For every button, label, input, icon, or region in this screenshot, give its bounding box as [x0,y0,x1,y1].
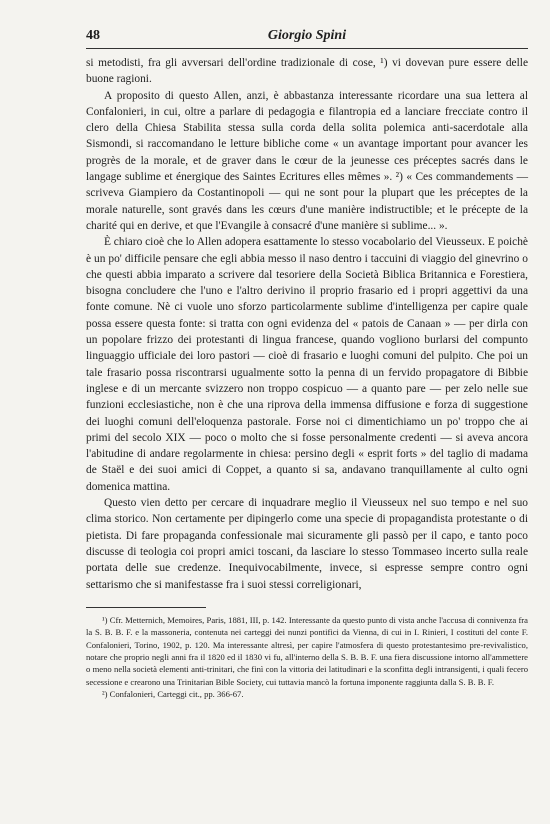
footnote: ¹) Cfr. Metternich, Memoires, Paris, 1881, III, p. 142. Interessante da questo punto di vista anche l'accusa di connivenza fra la S. B. B. F. e la massoneria, contenuta nei carteggi dei nunzi pontifici da Vienna, di cui in I. Rinieri, I costituti del conte F. Confalonieri, Torino, 1902, p. 120. Ma interessante altresì, per capire l'atmosfera di questo protestantesimo pre-revivalistico, notare che proprio negli anni fra il 1820 ed il 1830 vi fu, all'interno della S. B. B. F. una fiera discussione intorno all'ammettere o meno nella società elementi anti-trinitari, che finì con la vittoria dei latitudinari e la sconfitta degli intransigenti, i quali fecero secessione e crearono una Trinitarian Bible Society, cui tuttavia mancò la fortuna imponente raggiunta dalla S. B. B. F. [86,614,528,687]
paragraph: si metodisti, fra gli avversari dell'ordine tradizionale di cose, ¹) vi dovevan pure essere delle buone ragioni. [86,57,528,86]
page-number: 48 [86,28,100,43]
footnotes [86,614,528,701]
paragraph: Questo vien detto per cercare di inquadrare meglio il Vieusseux nel suo tempo e nel suo clima storico. Non certamente per dipingerlo come una specie di propagandista protestante o di pietista. Di fare propaganda confessionale mai sicuramente gli passò per il capo, e tanto poco discusse di teologia coi propri amici toscani, da lasciare lo stesso Tommaseo incerto sulla reale portata delle sue credenze. Inequivocabilmente, invece, si espresse sempre contro ogni settarismo che si manifestasse fra i suoi stessi correligionari, [86,497,528,591]
footnote-rule [86,607,206,608]
paragraph: A proposito di questo Allen, anzi, è abbastanza interessante ricordare una sua lettera al Confalonieri, in cui, oltre a parlare di pedagogia e filantropia ed a lanciare frecciate contro il clero della Chiesa Stabilita stessa sulla corda della solita polemica anti-sacerdotale alla Sismondi, si raccomandano le letture bibliche come « un avantage important pour avancer les progrès de la morale, et de graver dans le cœur de la jeunesse ces préceptes sacrés dans le langage sublime et énergique des Saintes Ecritures elles mêmes ». ²) « Ces commandements — scriveva Giampiero da Costantinopoli — qui ne sont pour la plupart que les préceptes de la morale naturelle, sont gravés dans les cœurs d'une manière indistructible; et le précepte de la charité qui en derive, et que l'Evangile à consacré d'une manière si sublime... ». [86,89,528,232]
paragraph: È chiaro cioè che lo Allen adopera esattamente lo stesso vocabolario del Vieusseux. E poichè è un po' difficile pensare che egli abbia messo il naso dentro i taccuini di viaggio del ginevrino o che questi abbia imparato a scrivere dal tesoriere della Società Biblica Britannica e Forestiera, bisogna concludere che l'uno e l'altro derivino il proprio frasario ed i propri aggettivi da una fonte comune. Nè ci vuole uno sforzo particolarmente sublime d'intelligenza per capire quale possa essere questa fonte: si tratta con ogni evidenza del « patois de Canaan » — per dirla con un popolare frizzo dei protestanti di lingua francese, quando vogliono burlarsi del compunto linguaggio ufficiale dei loro pastori — cioè di frasario e luoghi comuni del pulpito. Che poi un tale frasario possa riscontrarsi ugualmente sotto la penna di un fervido propagatore di Bibbie inglese e di un mercante svizzero non troppo cospicuo — a quanto pare — per zelo nelle sue funzioni ecclesiastiche, non è che una riprova della immensa diffusione e forza di suggestione dei luoghi comuni dell'eloquenza pastorale. Forse noi ci dimentichiamo un po' troppo che ai primi del secolo XIX — poco o molto che si fosse personalmente credenti — si aveva ancora l'abitudine di andare regolarmente in chiesa: persino degli « esprit forts » del taglio di madama de Staël e dei suoi amici di Coppet, a quanto si sa, andavano tranquillamente al culto ogni domenica mattina. [86,236,528,493]
page-header [86,28,528,49]
footnote: ²) Confalonieri, Carteggi cit., pp. 366-67. [102,689,244,700]
running-head: Giorgio Spini [267,28,347,43]
body-text [86,55,528,593]
